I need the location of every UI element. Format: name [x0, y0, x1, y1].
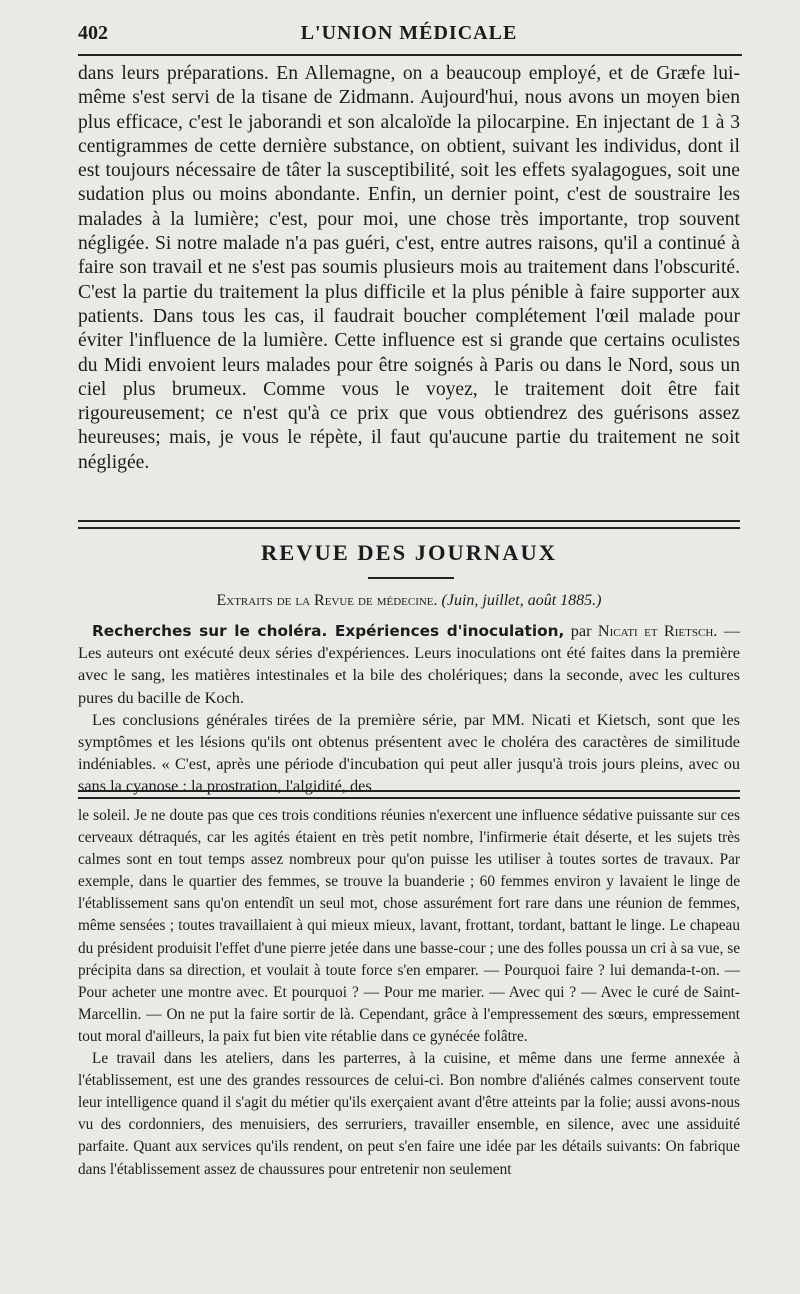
article — [78, 620, 740, 798]
article-authors: Nicati et Rietsch. — [597, 621, 718, 640]
main-text — [78, 62, 740, 475]
article-byline-prefix: par — [564, 621, 598, 640]
footnote-divider — [78, 790, 740, 799]
footnote-paragraph-1: le soleil. Je ne doute pas que ces trois conditions réunies n'exercent une influence sédative puissante sur ces cerveaux détraqués, car les agités étaient en très petit nombre, l'infirmerie était déserte, et les sujets très calmes sont en tout temps assez nombreux pour qu'on puisse les utiliser à toutes sortes de travaux. Par exemple, dans le quartier des femmes, se trouve la buanderie ; 60 femmes environ y lavaient le linge de l'établissement sans qu'on entendît un seul mot, chose assurément fort rare dans une réunion de femmes, même sensées ; toutes travaillaient à qui mieux mieux, lavant, frottant, tordant, battant le linge. Le chapeau du président produisit l'effet d'une pierre jetée dans une basse-cour ; une des folles poussa un cri à sa vue, se précipita dans sa direction, et voulait à toute force s'en emparer. — Pourquoi faire ? lui demanda-t-on. — Pour acheter une montre avec. Et pourquoi ? — Pour me marier. — Avec qui ? — Avec le curé de Saint-Marcellin. — On ne put la faire sortir de là. Cependant, grâce à l'empressement des sœurs, empressement tout moral d'ailleurs, la paix fut bien vite rétablie dans ce gynécée folâtre. — [78, 807, 740, 1045]
source-line — [78, 592, 740, 610]
article-title: Recherches sur le choléra. Expériences d'inoculation, — [92, 622, 565, 640]
running-head — [78, 20, 740, 48]
footnote-text — [78, 805, 740, 1181]
article-paragraph-2: Les conclusions générales tirées de la première série, par MM. Nicati et Kietsch, sont que les symptômes et les lésions qu'ils ont obtenus présentent avec le choléra des caractères de similitude indéniables. « C'est, après une période d'incubation qui peut aller jusqu'à trois jours pleins, avec ou sans la cyanose : la prostration, l'algidité, des — [78, 709, 740, 796]
header-rule — [78, 54, 742, 56]
source-name: Extraits de la Revue de médecine. — [216, 592, 438, 609]
article-paragraph-1 — [78, 620, 740, 709]
article-intro: — Les auteurs ont exécuté deux séries d'expériences. Leurs inoculations ont été faites dans la première avec le sang, les matières intestinales et la bile des cholériques; dans la seconde, avec les cultures pures du bacille de Koch. — [78, 621, 740, 707]
journal-title: L'UNION MÉDICALE — [300, 22, 518, 44]
section-divider-top — [78, 520, 740, 529]
source-date: (Juin, juillet, août 1885.) — [441, 592, 602, 609]
section-title: REVUE DES JOURNAUX — [260, 540, 558, 565]
page-number: 402 — [78, 22, 108, 44]
section-title-rule — [368, 577, 454, 579]
body-paragraph: dans leurs préparations. En Allemagne, on a beaucoup employé, et de Græfe lui-même s'est servi de la tisane de Zidmann. Aujourd'hui, nous avons un moyen bien plus efficace, c'est le jaborandi et son alcaloïde la pilocarpine. En injectant de 1 à 3 centigrammes de cette dernière substance, on obtient, suivant les individus, dont il est toujours nécessaire de tâter la susceptibilité, soit les effets syalagogues, soit une sudation plus ou moins abondante. Enfin, un dernier point, c'est de soustraire les malades à la lumière; c'est, pour moi, une chose très importante, trop souvent négligée. Si notre malade n'a pas guéri, c'est, entre autres raisons, qu'il a continué à faire son travail et ne s'est pas soumis plusieurs mois au traitement dans l'obscurité. C'est la partie du traitement la plus difficile et la plus pénible à faire supporter aux patients. Dans tous les cas, il faudrait boucher complétement l'œil malade pour éviter l'influence de la lumière. Cette influence est si grande que certains oculistes du Midi envoient leurs malades pour être soignés à Paris ou dans le Nord, sous un ciel plus brumeux. Comme vous le voyez, le traitement doit être fait rigoureusement; ce n'est qu'à ce prix que vous obtiendrez des guérisons assez heureuses; mais, je vous le répète, il faut qu'aucune partie du traitement ne soit négligée. — [78, 63, 740, 473]
footnote-paragraph-2: Le travail dans les ateliers, dans les parterres, à la cuisine, et même dans une ferme annexée à l'établissement, est une des grandes ressources de celui-ci. Bon nombre d'aliénés calmes conservent toute leur intelligence quand il s'agit du métier qu'ils exerçaient avant d'être atteints par la folie; aussi avons-nous vu des cordonniers, des menuisiers, des serruriers, travailler ensemble, en silence, avec une assiduité parfaite. Quant aux services qu'ils rendent, on peut s'en faire une idée par les détails suivants: On fabrique dans l'établissement assez de chaussures pour entretenir non seulement — [78, 1050, 740, 1178]
